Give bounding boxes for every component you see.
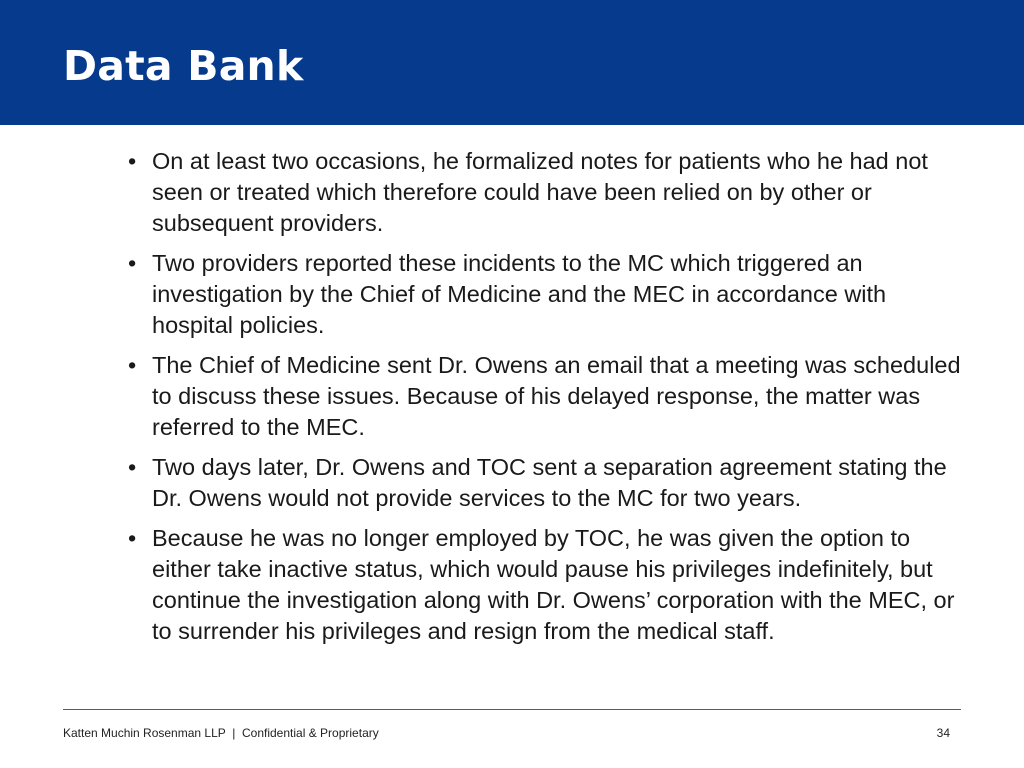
bullet-text: On at least two occasions, he formalized notes for patients who he had not seen or treated which therefore could have been relied on by other or subsequent providers. [152,148,928,236]
bullet-item [128,523,968,647]
bullet-item [128,452,968,514]
footer-divider [63,709,961,710]
bullet-dot-icon: • [128,352,137,378]
bullet-text: Two providers reported these incidents to the MC which triggered an investigation by the Chief of Medicine and the MEC in accordance with hospital policies. [152,250,887,338]
bullet-text: Because he was no longer employed by TOC, he was given the option to either take inactive status, which would pause his privileges indefinitely, but continue the investigation along with Dr. Owens’ corporation with the MEC, or to surrender his privileges and resign from the medical staff. [152,525,955,644]
footer-text: Katten Muchin Rosenman LLP | Confidential & Proprietary [63,726,379,740]
bullet-item [128,248,968,341]
slide-title: Data Bank [63,42,304,90]
bullet-dot-icon: • [128,250,137,276]
bullet-dot-icon: • [128,148,137,174]
header-band [0,0,1024,125]
page-number: 34 [936,726,950,740]
bullet-item [128,146,968,239]
bullet-list [128,146,968,656]
bullet-text: The Chief of Medicine sent Dr. Owens an email that a meeting was scheduled to discuss these issues. Because of his delayed response, the matter was referred to the MEC. [152,352,961,440]
bullet-dot-icon: • [128,454,137,480]
bullet-text: Two days later, Dr. Owens and TOC sent a separation agreement stating the Dr. Owens would not provide services to the MC for two years. [152,454,947,511]
bullet-item [128,350,968,443]
bullet-dot-icon: • [128,525,137,551]
